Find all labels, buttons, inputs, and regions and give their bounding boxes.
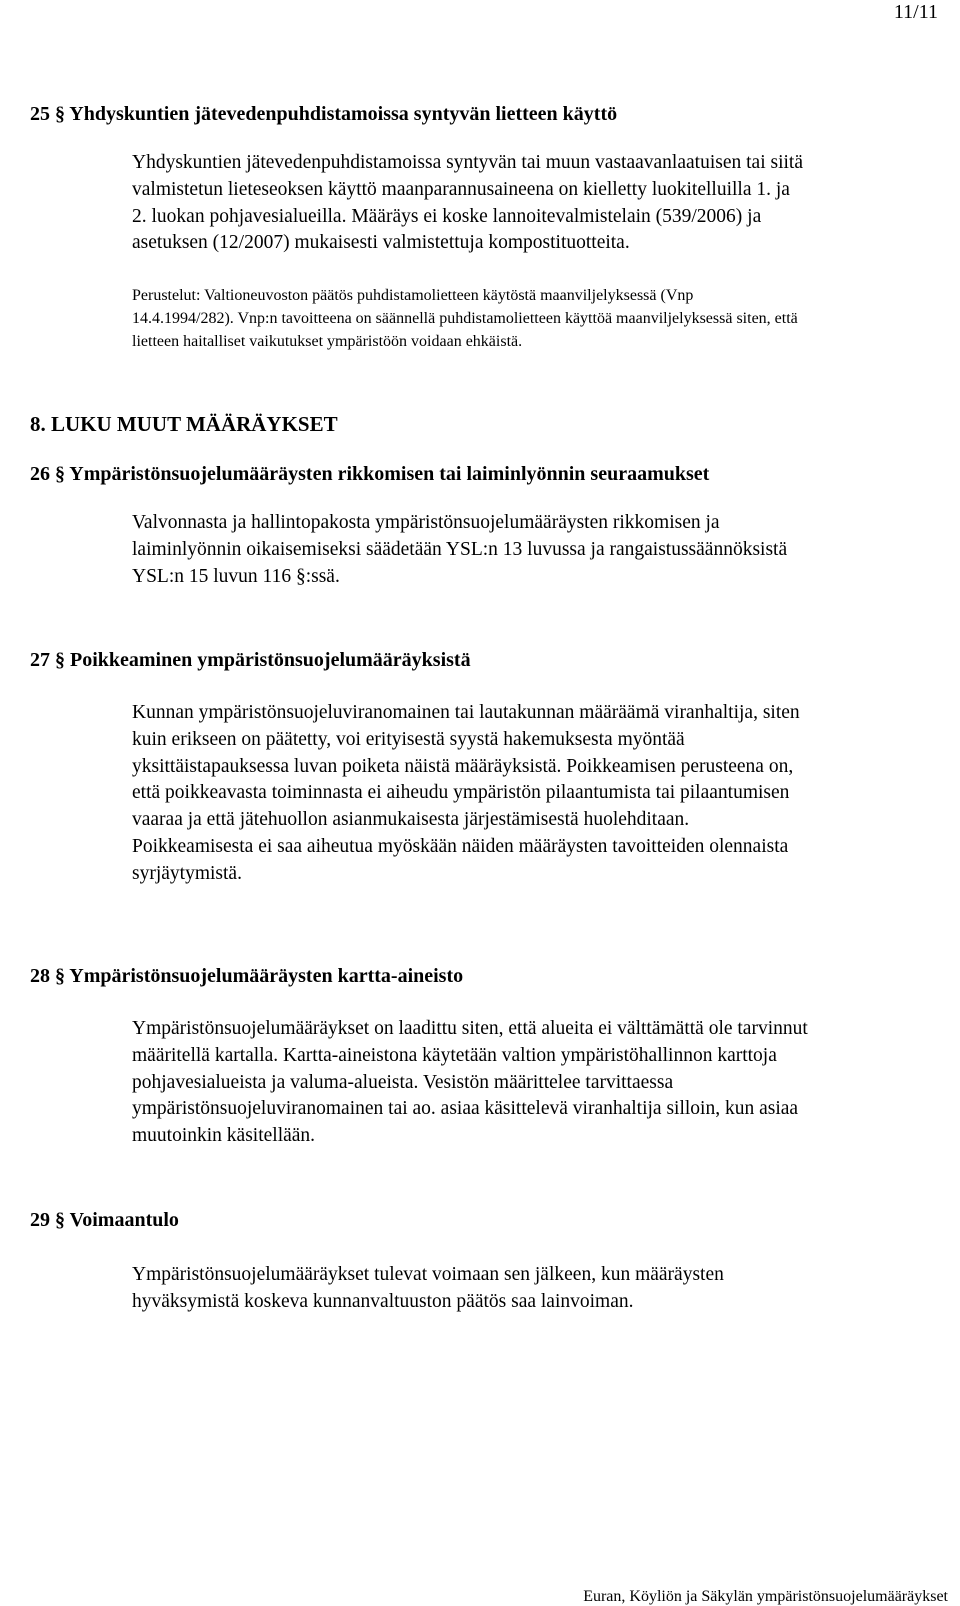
footer: Euran, Köyliön ja Säkylän ympäristönsuojelumääräykset	[583, 1588, 948, 1605]
text-line: Kunnan ympäristönsuojeluviranomainen tai lautakunnan määräämä viranhaltija, siten	[132, 702, 800, 723]
section-29-paragraph	[132, 1262, 952, 1316]
section-29-heading: 29 § Voimaantulo	[30, 1209, 179, 1231]
text-line: Ympäristönsuojelumääräykset on laadittu siten, että alueita ei välttämättä ole tarvinnut	[132, 1018, 808, 1039]
text-line: Yhdyskuntien jätevedenpuhdistamoissa syntyvän tai muun vastaavanlaatuisen tai siitä	[132, 152, 803, 173]
section-27-paragraph	[132, 700, 952, 888]
text-line: hyväksymistä koskeva kunnanvaltuuston päätös saa lainvoiman.	[132, 1290, 634, 1312]
text-line: 2. luokan pohjavesialueilla. Määräys ei koske lannoitevalmistelain (539/2006) ja	[132, 205, 762, 227]
text-line: valmistetun lieteseoksen käyttö maanparannusaineena on kielletty luokitelluilla 1. ja	[132, 178, 790, 200]
text-line: pohjavesialueista ja valuma-alueista. Vesistön määrittelee tarvittaessa	[132, 1071, 674, 1093]
text-line: ympäristönsuojeluviranomainen tai ao. asiaa käsittelevä viranhaltija silloin, kun asiaa	[132, 1098, 799, 1120]
text-line: yksittäistapauksessa luvan poiketa näistä määräyksistä. Poikkeamisen perusteena on,	[132, 755, 794, 777]
text-line: laiminlyönnin oikaisemiseksi säädetään YSL:n 13 luvussa ja rangaistussäännöksistä	[132, 538, 788, 560]
section-25-paragraph	[132, 150, 952, 257]
text-line: muutoinkin käsitellään.	[132, 1125, 316, 1147]
text-line: lietteen haitalliset vaikutukset ympäristöön voidaan ehkäistä.	[132, 333, 523, 350]
text-line: että poikkeavasta toiminnasta ei aiheudu ympäristön pilaantumista tai pilaantumisen	[132, 782, 790, 804]
section-25-rationale	[132, 284, 952, 353]
page-number: 11/11	[893, 1, 938, 23]
text-line: YSL:n 15 luvun 116 §:ssä.	[132, 565, 340, 587]
text-line: 14.4.1994/282). Vnp:n tavoitteena on säännellä puhdistamolietteen käyttöä maanviljelyksessä siten, että	[132, 310, 798, 327]
section-26-heading: 26 § Ympäristönsuojelumääräysten rikkomisen tai laiminlyönnin seuraamukset	[30, 463, 710, 485]
section-25-heading: 25 § Yhdyskuntien jätevedenpuhdistamoissa syntyvän lietteen käyttö	[30, 103, 618, 125]
section-28-heading: 28 § Ympäristönsuojelumääräysten kartta-aineisto	[30, 965, 464, 987]
text-line: Perustelut: Valtioneuvoston päätös puhdistamolietteen käytöstä maanviljelyksessä (Vnp	[132, 287, 694, 304]
text-line: vaaraa ja että jätehuollon asianmukaisesta järjestämisestä huolehditaan.	[132, 809, 690, 831]
section-28-paragraph	[132, 1016, 952, 1150]
text-line: Poikkeamisesta ei saa aiheutua myöskään näiden määräysten tavoitteiden olennaista	[132, 835, 789, 857]
text-line: määritellä kartalla. Kartta-aineistona käytetään valtion ympäristöhallinnon karttoja	[132, 1044, 777, 1066]
text-line: kuin erikseen on päätetty, voi erityisestä syystä hakemuksesta myöntää	[132, 728, 685, 750]
text-line: asetuksen (12/2007) mukaisesti valmistettuja kompostituotteita.	[132, 232, 630, 254]
section-27-heading: 27 § Poikkeaminen ympäristönsuojelumääräyksistä	[30, 649, 471, 671]
text-line: syrjäytymistä.	[132, 862, 242, 884]
chapter-title: 8. LUKU MUUT MÄÄRÄYKSET	[30, 412, 338, 436]
section-26-paragraph	[132, 510, 952, 590]
text-line: Valvonnasta ja hallintopakosta ympäristönsuojelumääräysten rikkomisen ja	[132, 512, 720, 533]
text-line: Ympäristönsuojelumääräykset tulevat voimaan sen jälkeen, kun määräysten	[132, 1264, 724, 1285]
